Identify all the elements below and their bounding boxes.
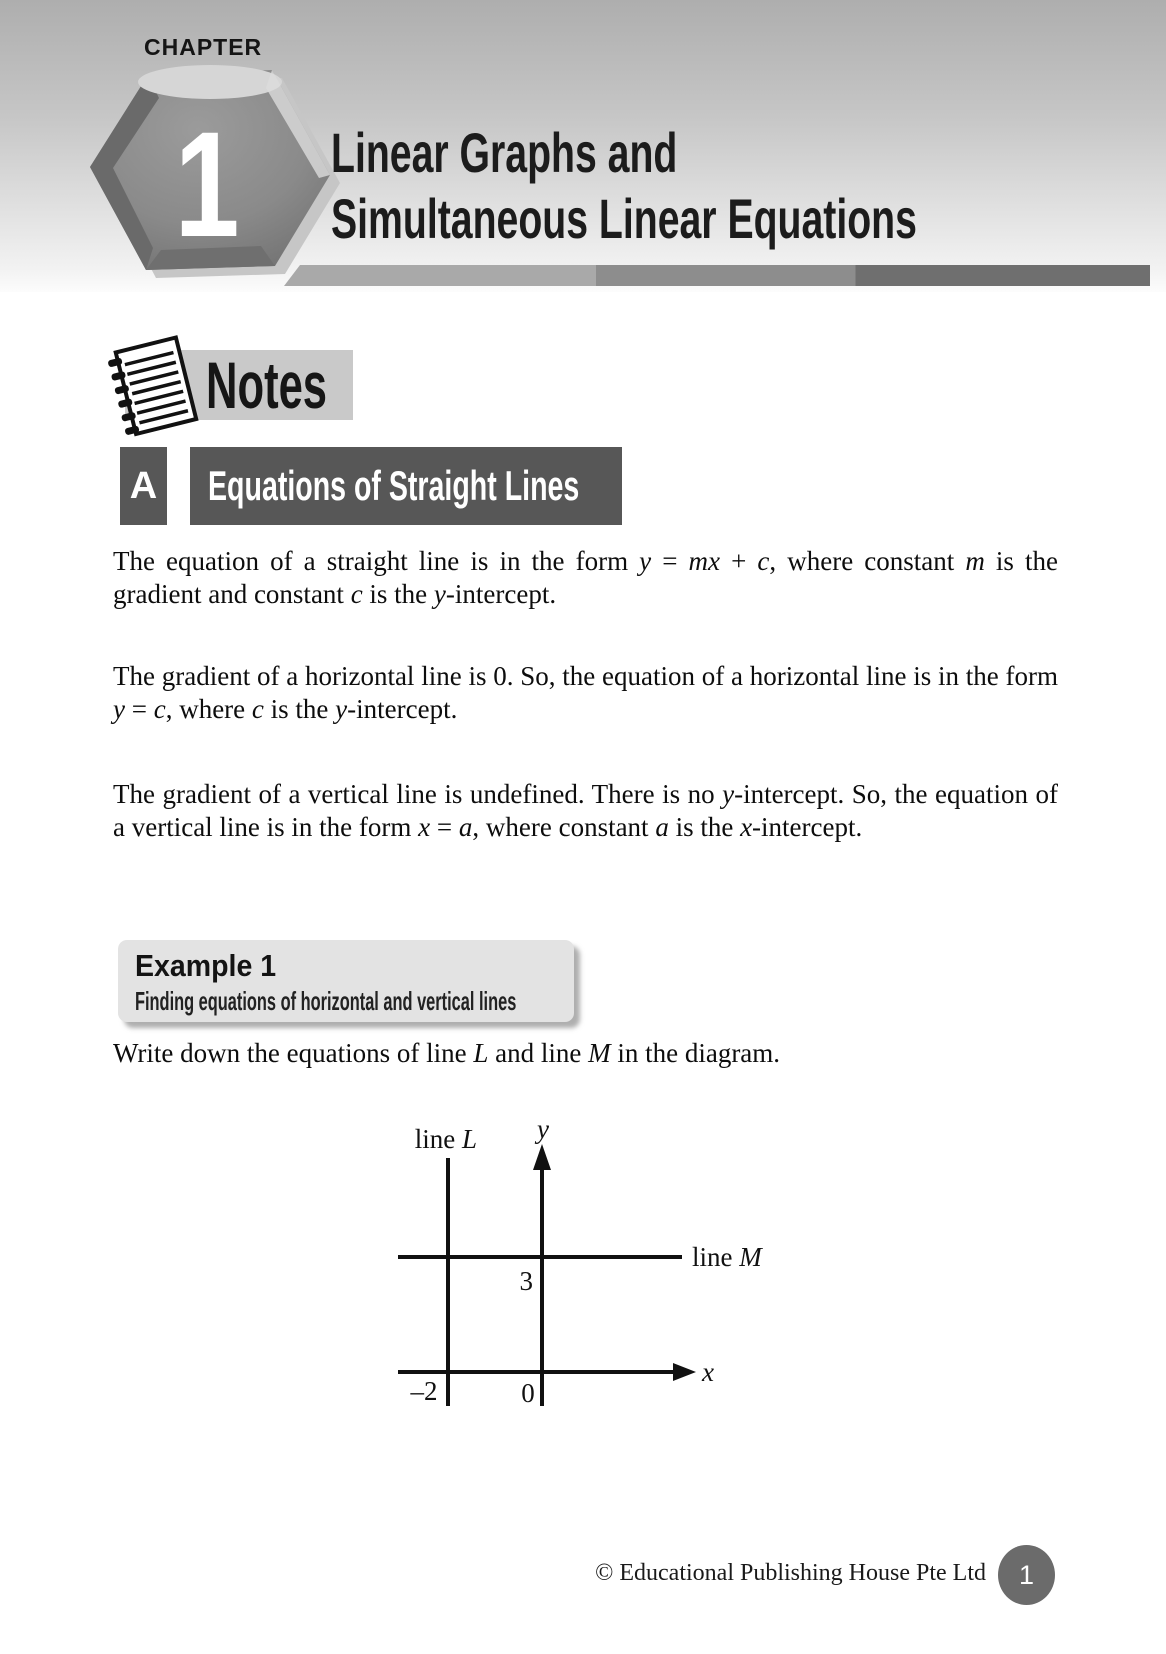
paragraph-vertical-line: The gradient of a vertical line is undefined. There is no y-intercept. So, the equation of a vertical line is in the form x = a, where constant a is the x-intercept. bbox=[113, 779, 1058, 842]
page-number: 1 bbox=[1018, 1559, 1035, 1590]
page-number-badge bbox=[998, 1545, 1055, 1605]
example-question: Write down the equations of line L and line M in the diagram. bbox=[113, 1038, 781, 1068]
chapter-title bbox=[331, 120, 917, 252]
notepad-icon bbox=[103, 330, 208, 442]
paragraph-straight-line: The equation of a straight line is in the form y = mx + c, where constant m is the gradient and constant c is the y-intercept. bbox=[113, 546, 1058, 609]
y-axis-arrowhead-icon bbox=[533, 1144, 551, 1170]
copyright-notice: © Educational Publishing House Pte Ltd bbox=[595, 1560, 986, 1586]
x-axis-label: x bbox=[702, 1357, 714, 1387]
section-title: Equations of Straight Lines bbox=[208, 462, 580, 509]
chapter-title-line2: Simultaneous Linear Equations bbox=[331, 187, 917, 250]
chapter-title-line1: Linear Graphs and bbox=[331, 121, 678, 184]
y-axis-label: y bbox=[537, 1114, 549, 1144]
example-label: Example 1 bbox=[135, 948, 277, 983]
example-subtitle: Finding equations of horizontal and vertical lines bbox=[135, 986, 517, 1016]
coordinate-diagram bbox=[380, 1100, 780, 1420]
x-intercept-value: –2 bbox=[410, 1376, 438, 1406]
section-title-bar bbox=[190, 447, 622, 525]
y-intercept-value: 3 bbox=[519, 1266, 533, 1296]
chapter-label: CHAPTER bbox=[144, 34, 263, 60]
origin-label: 0 bbox=[521, 1378, 535, 1408]
section-letter-badge: A bbox=[120, 447, 167, 525]
paragraph-horizontal-line: The gradient of a horizontal line is 0. So, the equation of a horizontal line is in the form y = c, where c is the y-intercept. bbox=[113, 661, 1058, 724]
line-M-label: line M bbox=[692, 1242, 762, 1272]
example-box bbox=[118, 940, 574, 1022]
hexagon-badge-icon bbox=[83, 58, 345, 304]
x-axis-arrowhead-icon bbox=[673, 1363, 696, 1381]
header-divider-strip bbox=[284, 265, 1150, 286]
chapter-number-badge bbox=[83, 58, 345, 304]
line-L-label: line L bbox=[414, 1124, 477, 1154]
notes-label: Notes bbox=[206, 348, 328, 422]
chapter-number: 1 bbox=[174, 99, 240, 269]
